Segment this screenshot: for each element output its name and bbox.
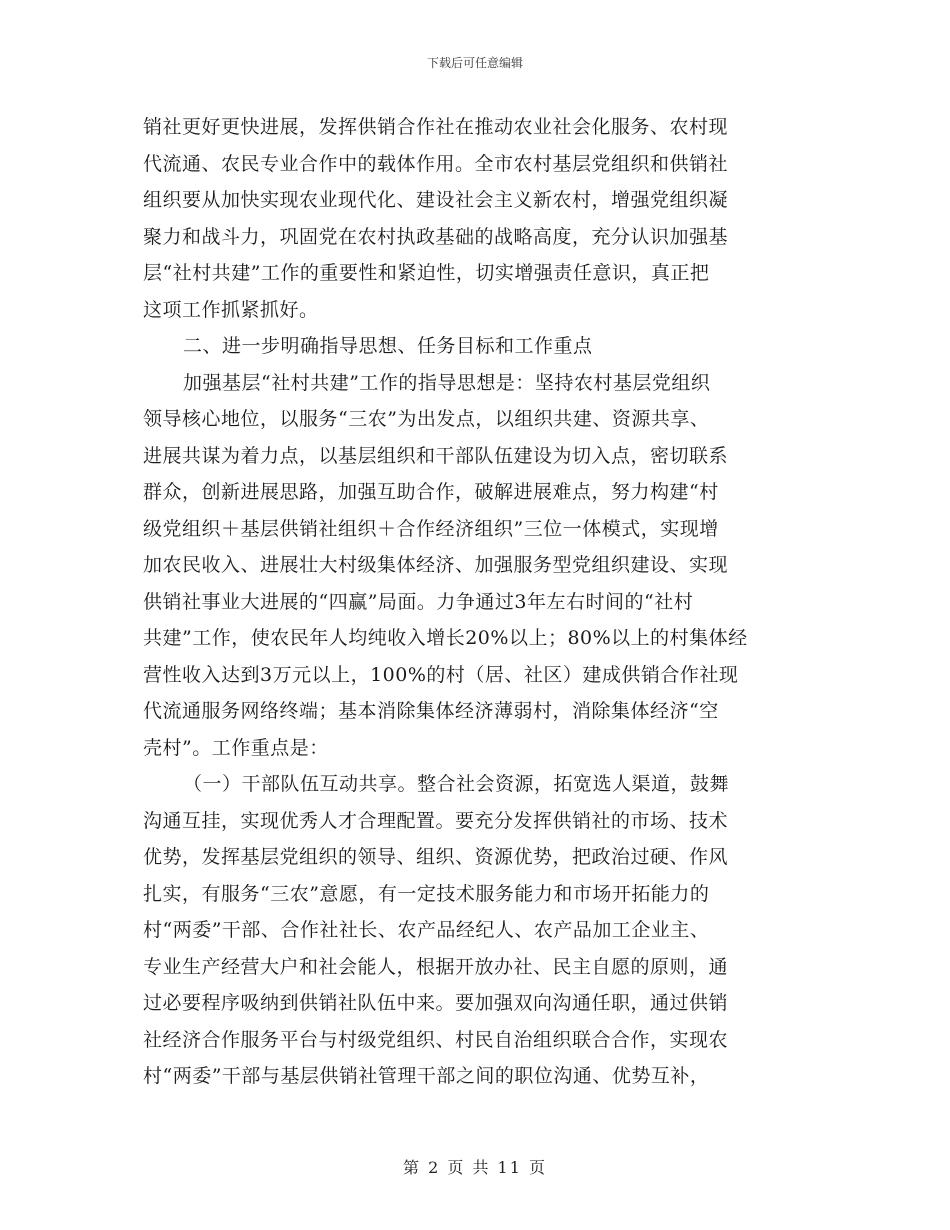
text-line: 供销社事业大进展的“四赢”局面。力争通过3年左右时间的“社村 (143, 590, 694, 613)
paragraph-3 (143, 766, 803, 1095)
text-line: 群众，创新进展思路，加强互助合作，破解进展难点，努力构建“村 (143, 481, 719, 503)
text-line: 优势，发挥基层党组织的领导、组织、资源优势，把政治过硬、作风 (143, 846, 729, 868)
text-line: 共建”工作，使农民年人均纯收入增长20%以上；80%以上的村集体经 (143, 627, 748, 649)
paragraph-2 (143, 365, 803, 767)
text-line: 代流通、农民专业合作中的载体作用。全市农村基层党组织和供销社 (143, 152, 729, 175)
text-line: 加农民收入、进展壮大村级集体经济、加强服务型党组织建设、实现 (143, 554, 729, 576)
heading-line: 二、进一步明确指导思想、任务目标和工作重点 (183, 335, 593, 357)
paragraph-1 (143, 109, 803, 328)
text-line: 组织要从加快实现农业现代化、建设社会主义新农村，增强党组织凝 (143, 189, 729, 211)
text-line: 过必要程序吸纳到供销社队伍中来。要加强双向沟通任职，通过供销 (143, 992, 729, 1014)
section-heading (143, 328, 803, 365)
text-line: 加强基层“社村共建”工作的指导思想是：坚持农村基层党组织 (183, 371, 711, 394)
text-line: 代流通服务网络终端；基本消除集体经济薄弱村，消除集体经济“空 (143, 700, 719, 722)
page-number-footer: 第 2 页 共 11 页 (403, 1158, 547, 1177)
text-line: 进展共谋为着力点，以基层组织和干部队伍建设为切入点，密切联系 (143, 444, 729, 467)
document-body (143, 109, 803, 1095)
text-line: 壳村”。工作重点是： (143, 736, 329, 759)
text-line: 沟通互挂，实现优秀人才合理配置。要充分发挥供销社的市场、技术 (143, 809, 729, 832)
text-line: 村“两委”干部与基层供销社管理干部之间的职位沟通、优势互补， (143, 1065, 710, 1087)
text-line: 社经济合作服务平台与村级党组织、村民自治组织联合合作，实现农 (143, 1028, 729, 1051)
text-line: 扎实，有服务“三农”意愿，有一定技术服务能力和市场开拓能力的 (143, 882, 710, 905)
text-line: 这项工作抓紧抓好。 (143, 298, 319, 321)
text-line: 级党组织＋基层供销社组织＋合作经济组织”三位一体模式，实现增 (143, 517, 719, 540)
text-line: 村“两委”干部、合作社社长、农产品经纪人、农产品加工企业主、 (143, 919, 710, 941)
text-line: 聚力和战斗力，巩固党在农村执政基础的战略高度，充分认识加强基 (143, 225, 729, 248)
text-line: 销社更好更快进展，发挥供销合作社在推动农业社会化服务、农村现 (143, 116, 729, 138)
text-line: 营性收入达到3万元以上，100%的村（居、社区）建成供销合作社现 (143, 663, 739, 686)
text-line: 领导核心地位，以服务“三农”为出发点，以组织共建、资源共享、 (143, 408, 710, 430)
text-line: （一）干部队伍互动共享。整合社会资源，拓宽选人渠道，鼓舞 (183, 773, 730, 795)
page-header: 下载后可任意编辑 (426, 56, 523, 70)
text-line: 层“社村共建”工作的重要性和紧迫性，切实增强责任意识，真正把 (143, 262, 710, 284)
text-line: 专业生产经营大户和社会能人，根据开放办社、民主自愿的原则，通 (143, 955, 729, 978)
